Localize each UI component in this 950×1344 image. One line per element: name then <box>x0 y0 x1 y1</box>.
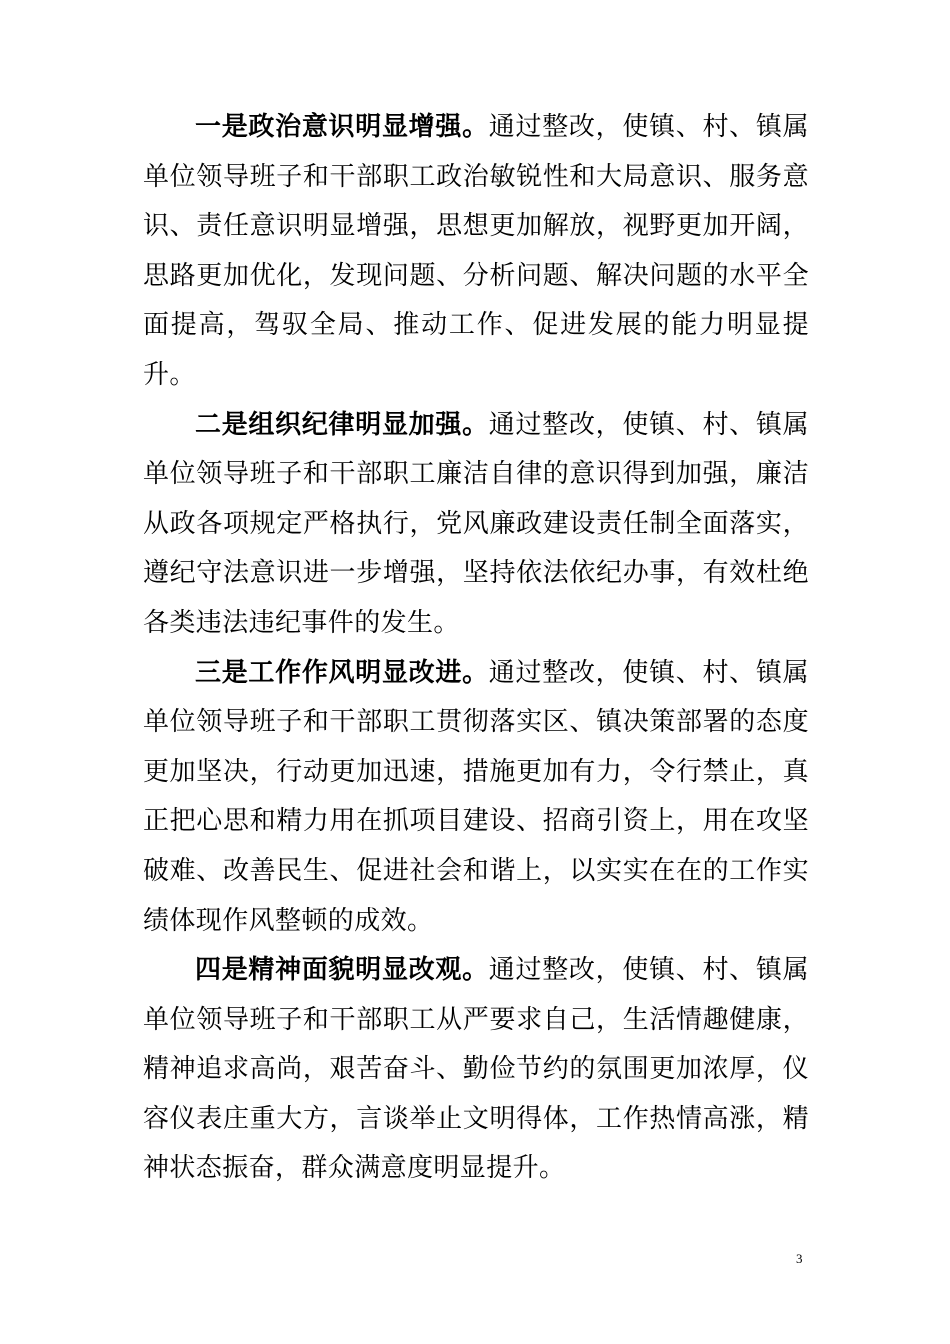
paragraph-text: 通过整改，使镇、村、镇属单位领导班子和干部职工政治敏锐性和大局意识、服务意识、责任意识明显增强，思想更加解放，视野更加开阔，思路更加优化，发现问题、分析问题、解决问题的水平全面提高，驾驭全局、推动工作、促进发展的能力明显提升。 <box>143 112 809 390</box>
paragraph-text: 通过整改，使镇、村、镇属单位领导班子和干部职工廉洁自律的意识得到加强，廉洁从政各项规定严格执行，党风廉政建设责任制全面落实，遵纪守法意识进一步增强，坚持依法依纪办事，有效杜绝各类违法违纪事件的发生。 <box>143 409 809 638</box>
paragraph-political-awareness <box>143 103 809 401</box>
paragraph-lead: 二是组织纪律明显加强。 <box>195 409 489 440</box>
paragraph-lead: 四是精神面貌明显改观。 <box>195 955 489 986</box>
paragraph-text: 通过整改，使镇、村、镇属单位领导班子和干部职工贯彻落实区、镇决策部署的态度更加坚决，行动更加迅速，措施更加有力，令行禁止，真正把心思和精力用在抓项目建设、招商引资上，用在攻坚破难、改善民生、促进社会和谐上，以实实在在的工作实绩体现作风整顿的成效。 <box>143 657 809 936</box>
paragraph-spirit <box>143 946 809 1194</box>
paragraph-work-style <box>143 649 809 947</box>
page-number: 3 <box>796 1251 803 1266</box>
paragraph-lead: 一是政治意识明显增强。 <box>195 112 489 142</box>
paragraph-text: 通过整改，使镇、村、镇属单位领导班子和干部职工从严要求自己，生活情趣健康，精神追求高尚，艰苦奋斗、勤俭节约的氛围更加浓厚，仪容仪表庄重大方，言谈举止文明得体，工作热情高涨，精神状态振奋，群众满意度明显提升。 <box>143 955 809 1184</box>
document-body <box>143 103 809 1194</box>
paragraph-lead: 三是工作作风明显改进。 <box>195 657 489 688</box>
paragraph-organizational-discipline <box>143 401 809 649</box>
